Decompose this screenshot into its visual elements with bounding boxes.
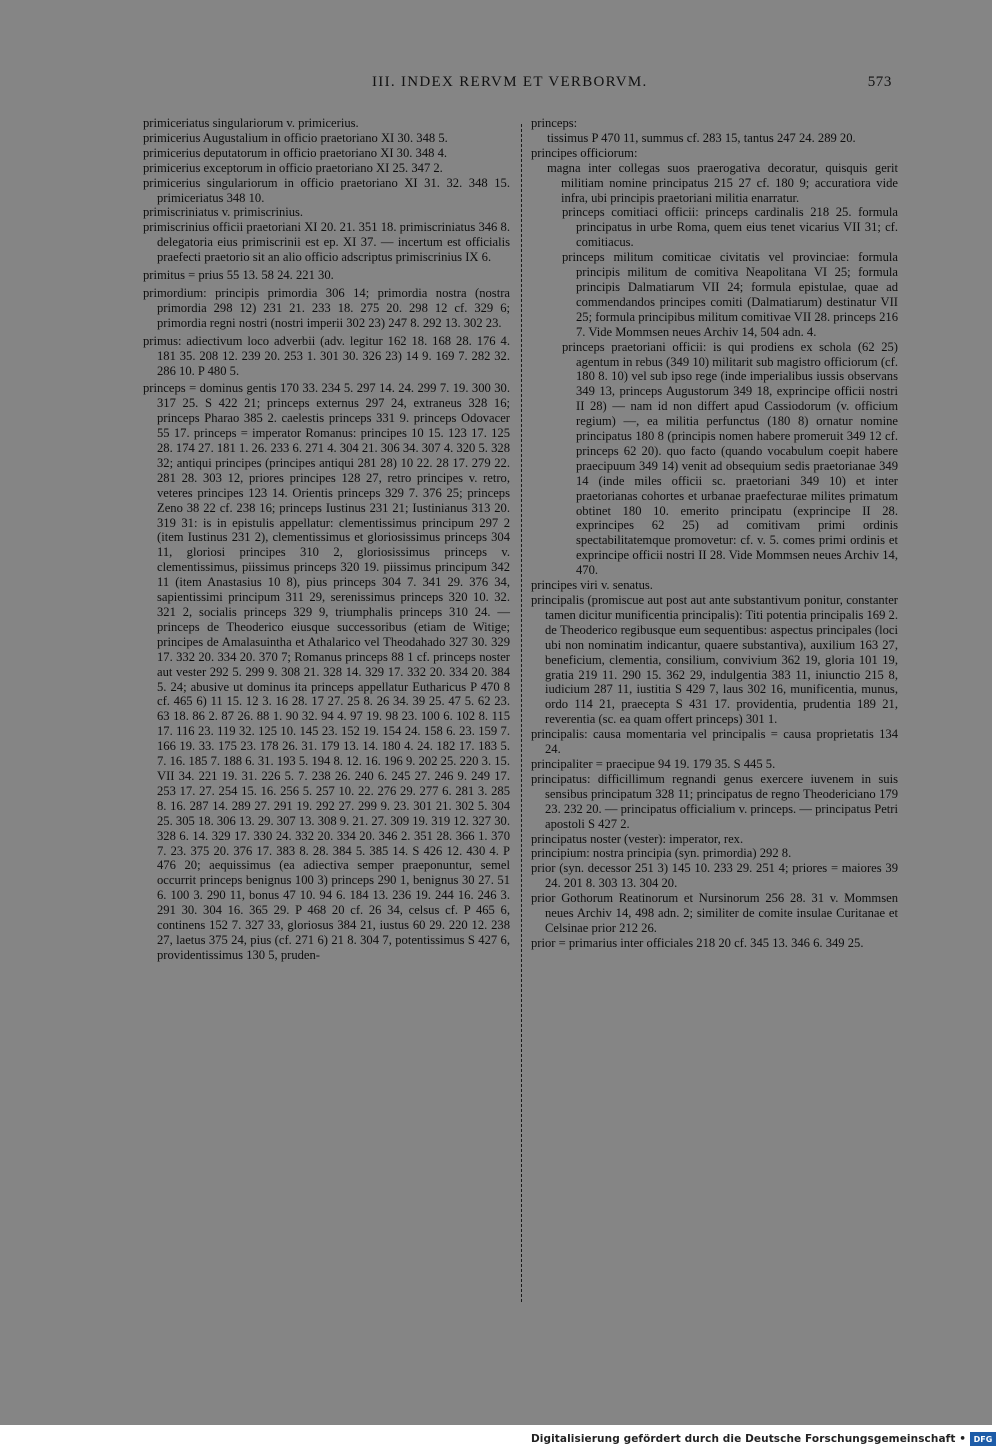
index-entry: prior = primarius inter officiales 218 20 cf. 345 13. 346 6. 349 25. bbox=[531, 935, 864, 950]
page-number: 573 bbox=[867, 74, 892, 90]
column-divider bbox=[521, 124, 522, 1302]
index-entry: primicerius singulariorum in officio praetoriano XI 31. 32. 348 15. primiceriatus 348 10. bbox=[143, 175, 510, 205]
running-header bbox=[372, 74, 892, 91]
index-entry: principalis (promiscue aut post aut ante substantivum ponitur, constanter tamen dicitur munificentia principalis): Titi potentia principalis 169 2. de Theoderico regibusque eum sequentibus: aspectus principales (loci ubi non nominatim indicantur, quaere substantiva), auxilium 163 27, beneficium, clementia, consilium, convivium 362 19, gloria 101 19, gratia 219 11. 290 15. 362 29, indulgentia 383 11, iniunctio 215 8, iudicium 287 11, iustitia S 429 7, laus 302 16, munificentia, munus, ordo 114 21, praecepta S 431 17. providentia, prudentia 189 21, reverentia (sc. ea quam offert princeps) 301 1. bbox=[531, 593, 898, 727]
dfg-logo bbox=[970, 1432, 996, 1446]
right-column bbox=[531, 116, 898, 951]
continuation-head: princeps: bbox=[531, 116, 578, 130]
index-entry: primordium: principis primordia 306 14; primordia nostra (nostra primordia 298 12) 231 21. 233 18. 275 20. 298 12 cf. 329 6; primordia regni nostri (nostri imperii 302 23) 247 8. 292 13. 302 23. bbox=[143, 285, 510, 330]
dfg-logo-text: DFG bbox=[973, 1434, 993, 1444]
left-column bbox=[143, 116, 510, 963]
index-entry: primiscriniatus v. primiscrinius. bbox=[143, 205, 304, 220]
index-entry: primitus = prius 55 13. 58 24. 221 30. bbox=[143, 268, 334, 283]
index-entry: primiscrinius officii praetoriani XI 20. 21. 351 18. primiscriniatus 346 8. delegatoria eius primiscrinii est ep. XI 37. — incertum est officialis praefecti praetorio sit an alio officio adscriptus primiscrinius IX 6. bbox=[143, 220, 510, 265]
index-entry: primicerius exceptorum in officio praetoriano XI 25. 347 2. bbox=[143, 160, 443, 175]
sub-entry: princeps praetoriani officii: is qui prodiens ex schola (62 25) agentum in rebus (349 10) militarit sub magistro officiorum (cf. 180 8. 10) vel sub ipso rege (inde imperialibus iussis observans 349 13, princeps Augustorum 349 18, exprincipe officii nostri II 28) — nam id non differt apud Cassiodorum (v. officium regium) —, ea militia perfunctus (180 8) ornatur nomine principatus 180 8 (principis nomen habere promeruit 349 12 cf. princeps 62 20). quo facto (quando vocabulum coepit habere praecipuum 349 14) venit ad obsequium sedis praetorianae 349 14 (inde miles officii sc. praetoriani 349 10) et inter praetorianas cohortes et urbanae praefecturae milites primatum obtinet 180 10. emerito principatu (exprincipe II 28. exprincipes 62 25) ad comitivam primi ordinis spectabilitatemque promovetur: cf. v. 5. comes primi ordinis et exprincipe officii nostri II 28. Vide Mommsen neues Archiv 14, 470. bbox=[562, 339, 898, 578]
index-entry: princeps = dominus gentis 170 33. 234 5. 297 14. 24. 299 7. 19. 300 30. 317 25. S 422 21; princeps externus 297 24, extraneus 328 16; princeps Pharao 385 2. caelestis princeps 331 9. princeps Odovacer 55 17. princeps = imperator Romanus: principes 10 15. 123 17. 125 28. 174 27. 181 1. 26. 233 6. 271 4. 304 21. 306 34. 307 4. 320 5. 328 32; antiqui principes (principes antiqui 281 28) 10 22. 28 17. 279 22. 281 28. 303 12, priores principes 128 27, retro principes v. retro, veteres principes 123 14. Orientis princeps 329 7. 376 25; princeps Zeno 38 22 cf. 238 16; princeps Iustinus 231 21; Iustinianus 313 20. 319 31: is in epistulis appellatur: clementissimus principum 297 2 (item Iustinus 231 2), clementissimus et gloriosissimus princeps 304 11, gloriosi principes 310 2, gloriosissimus princeps v. clementissimus, piissimus princeps 320 19. piissimus principum 342 11 (item Anastasius 10 8), pius princeps 304 7. 341 29. 376 34, sapientissimi principum 311 29, serenissimus princeps 320 10. 32. 321 2, socialis princeps 329 9, triumphalis princeps 310 24. — princeps de Theoderico eiusque successoribus (etiam de Witige; principes de Amalasuintha et Athalarico vel Theodahado 327 30. 329 17. 332 20. 334 20. 370 7; Romanus princeps 88 1 cf. princeps noster aut vester 292 5. 299 9. 308 21. 328 14. 329 17. 332 20. 334 20. 384 5. 24; abusive ut dominus ita princeps appellatur Eutharicus P 470 8 cf. 465 6) 11 15. 12 3. 16 28. 17 27. 25 8. 26 34. 39 25. 47 5. 62 23. 63 18. 86 2. 87 26. 88 1. 90 32. 94 4. 97 19. 98 23. 100 6. 102 8. 115 17. 116 23. 119 32. 125 10. 145 23. 152 19. 154 24. 158 6. 23. 159 7. 166 19. 33. 175 23. 178 26. 31. 179 13. 14. 180 4. 24. 182 17. 183 5. 7. 16. 185 7. 188 6. 31. 193 5. 194 8. 12. 16. 196 9. 202 25. 220 3. 15. VII 34. 221 19. 31. 226 5. 7. 238 26. 240 6. 245 27. 246 9. 249 17. 253 17. 27. 254 15. 16. 256 5. 257 10. 22. 276 29. 277 6. 281 3. 285 8. 16. 287 14. 289 27. 291 19. 292 27. 299 9. 23. 301 21. 302 5. 304 25. 305 18. 306 13. 29. 307 13. 308 9. 21. 27. 309 19. 319 12. 327 30. 328 6. 14. 329 17. 330 24. 332 20. 334 20. 346 2. 351 28. 366 1. 370 7. 23. 375 20. 376 17. 383 8. 28. 384 5. 385 14. S 426 12. 430 4. P 476 20; aequissimus (ea adiectiva semper praeponuntur, semel occurrit princeps benignus 100 3) princeps 290 1, benignus 30 27. 51 6. 100 3. 290 11, bonus 47 10. 94 6. 184 13. 236 19. 244 16. 246 3. 291 30. 304 16. 365 29. P 468 20 cf. 26 34, celsus cf. P 465 6, continens 152 7. 327 33, gloriosus 384 21, iustus 60 29. 220 12. 238 27, laetus 375 24, pius (cf. 271 6) 21 8. 304 7, potentissimus S 427 6, providentissimus 130 5, pruden- bbox=[143, 381, 510, 962]
index-entry: prior Gothorum Reatinorum et Nursinorum 256 28. 31 v. Mommsen neues Archiv 14, 498 adn. 2; similiter de comite insulae Curitanae et Celsinae prior 212 26. bbox=[531, 891, 898, 935]
subsection-head: principes officiorum: bbox=[531, 145, 638, 160]
page-title: III. INDEX RERVM ET VERBORVM. bbox=[372, 74, 648, 90]
index-entry: principatus: difficillimum regnandi genus exercere iuvenem in suis sensibus principatum 328 11; principatus de regno Theodericiano 179 23. 232 20. — principatus officialium v. princeps. — principatus Petri apostoli S 427 2. bbox=[531, 771, 898, 831]
index-entry: principium: nostra principia (syn. primordia) 292 8. bbox=[531, 846, 792, 861]
index-entry: primus: adiectivum loco adverbii (adv. legitur 162 18. 168 28. 176 4. 181 35. 208 12. 239 20. 253 1. 301 30. 326 23) 14 9. 169 7. 282 32. 286 10. P 480 5. bbox=[143, 333, 510, 378]
funding-credit: Digitalisierung gefördert durch die Deutsche Forschungsgemeinschaft • bbox=[530, 1433, 966, 1445]
index-entry: principes viri v. senatus. bbox=[531, 578, 653, 593]
index-entry: principalis: causa momentaria vel principalis = causa proprietatis 134 24. bbox=[531, 727, 898, 757]
index-entry: primicerius Augustalium in officio praetoriano XI 30. 348 5. bbox=[143, 130, 448, 145]
index-entry: principatus noster (vester): imperator, rex. bbox=[531, 831, 744, 846]
index-entry: primicerius deputatorum in officio praetoriano XI 30. 348 4. bbox=[143, 145, 448, 160]
continuation-text: tissimus P 470 11, summus cf. 283 15, tantus 247 24. 289 20. bbox=[547, 130, 856, 145]
sub-entry: princeps comitiaci officii: princeps cardinalis 218 25. formula principatus in urbe Roma, quem eius tenet vicarius VII 31; cf. comitiacus. bbox=[562, 205, 898, 250]
index-entry: principaliter = praecipue 94 19. 179 35. S 445 5. bbox=[531, 756, 776, 771]
subsection-intro: magna inter collegas suos praerogativa decoratur, quisquis gerit militiam nomine principatus 215 27 cf. 180 9; accuratiora vide infra, ubi principis praetoriani militia enarratur. bbox=[547, 160, 898, 205]
sub-entry: princeps militum comiticae civitatis vel provinciae: formula principis militum de comitiva Neapolitana VI 25; formula principis Dalmatiarum VII 24; formula epistulae, quae ad commendandos principes comiti (Dalmatiarum) destinatur VII 25; formula principibus militum comitivae VII 28. princeps 216 7. Vide Mommsen neues Archiv 14, 504 adn. 4. bbox=[562, 250, 898, 339]
index-entry: prior (syn. decessor 251 3) 145 10. 233 29. 251 4; priores = maiores 39 24. 201 8. 303 13. 304 20. bbox=[531, 861, 898, 891]
index-entry: primiceriatus singulariorum v. primicerius. bbox=[143, 116, 359, 130]
